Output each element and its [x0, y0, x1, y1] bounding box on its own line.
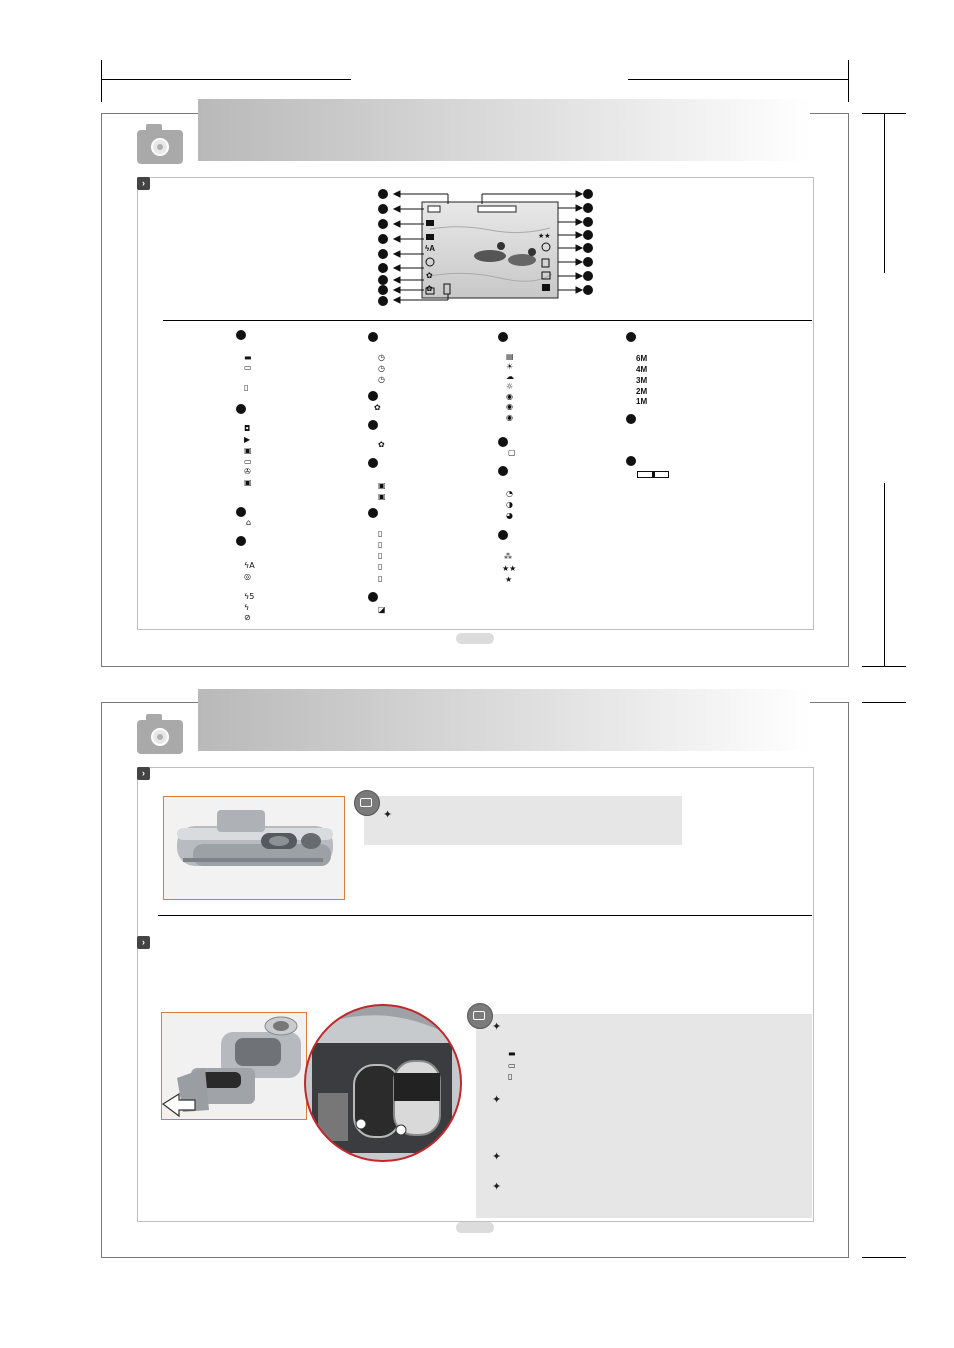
legend-dot — [368, 420, 378, 430]
camera-badge-icon — [137, 720, 183, 754]
sharpness-icon: ◔ — [506, 489, 513, 498]
zoom-indicator — [637, 471, 669, 478]
play-mode-icon: ▶ — [244, 435, 251, 444]
note-camera-icon — [467, 1003, 493, 1029]
meter-center-icon: ▣ — [378, 492, 386, 501]
wb-fluorescent-icon: ◉ — [506, 392, 513, 401]
legend-dot — [236, 404, 246, 414]
pc-mode-icon: ▣ — [244, 478, 252, 487]
setup-mode-icon: ▭ — [244, 457, 252, 466]
note-camera-icon — [354, 790, 380, 816]
bullet-star-icon: ✦ — [492, 1093, 502, 1106]
sharpness-icon: ◕ — [506, 511, 513, 520]
bullet-star-icon: ✦ — [383, 808, 393, 821]
battery-full-icon: ▬ — [244, 353, 252, 362]
timer-icon: ◷ — [378, 353, 385, 362]
side-rule — [884, 113, 885, 273]
section-arrow-icon: › — [137, 936, 150, 949]
callout-dot — [378, 263, 388, 273]
side-rule — [862, 702, 906, 703]
legend-dot — [236, 536, 246, 546]
side-rule — [862, 113, 906, 114]
burst-icon: ▯ — [378, 540, 383, 549]
bullet-star-icon: ✦ — [492, 1150, 502, 1163]
note-box — [476, 1014, 812, 1218]
resolution-6m: 6M — [636, 354, 648, 363]
duck-shape — [474, 250, 506, 262]
battery-magnifier — [302, 1003, 464, 1163]
burst-icon: ▯ — [378, 562, 383, 571]
burst-icon: ▯ — [378, 574, 383, 583]
note-box — [364, 796, 682, 845]
svg-text:★★: ★★ — [538, 232, 551, 240]
quality-normal-icon: ★★ — [502, 564, 517, 573]
callout-dot — [583, 203, 593, 213]
red-eye-icon: ◎ — [244, 572, 251, 581]
crop-mark — [848, 60, 849, 102]
battery-empty-icon: ▯ — [244, 383, 249, 392]
flash-off-icon: ⊘ — [244, 613, 251, 622]
single-shot-icon: ▯ — [378, 529, 383, 538]
page-number-pill — [456, 1222, 494, 1233]
crop-mark — [101, 60, 102, 102]
wb-cloudy-icon: ☁ — [506, 372, 514, 381]
legend-dot — [368, 592, 378, 602]
bullet-star-icon: ✦ — [492, 1180, 502, 1193]
callout-dot — [378, 189, 388, 199]
wb-auto-icon: ▤ — [506, 352, 514, 361]
header-band-top — [198, 99, 810, 161]
scene-icon: ⌂ — [246, 518, 252, 527]
wb-daylight-icon: ☀ — [506, 362, 514, 371]
legend-dot — [498, 466, 508, 476]
macro-icon: ✿ — [378, 440, 385, 449]
timer-icon: ◷ — [378, 364, 385, 373]
crop-mark — [101, 79, 351, 80]
svg-text:✿: ✿ — [426, 284, 433, 293]
camera-badge-icon — [137, 130, 183, 164]
battery-full-icon: ▬ — [508, 1049, 516, 1058]
resolution-4m: 4M — [636, 365, 648, 374]
resolution-3m: 3M — [636, 376, 648, 385]
section-arrow-icon: › — [137, 767, 150, 780]
divider-rule — [163, 320, 812, 321]
legend-dot — [626, 456, 636, 466]
callout-dot — [378, 234, 388, 244]
header-band-bottom — [198, 689, 810, 751]
ev-icon: ◪ — [378, 605, 386, 614]
timer-double-icon: ◷ — [378, 375, 385, 384]
resolution-2m: 2M — [636, 387, 648, 396]
resolution-1m: 1M — [636, 397, 648, 406]
flash-slow-icon: ϟ5 — [244, 592, 255, 601]
camera-top-photo — [163, 796, 345, 900]
battery-empty-icon: ▯ — [508, 1072, 513, 1081]
crop-mark — [628, 79, 848, 80]
lcd-diagram — [370, 184, 602, 310]
callout-dot — [583, 271, 593, 281]
callout-dot — [583, 243, 593, 253]
legend-dot — [236, 507, 246, 517]
legend-dot — [368, 332, 378, 342]
zoom-bar — [478, 206, 516, 212]
duck-shape — [528, 248, 536, 256]
callout-dot — [583, 189, 593, 199]
legend-dot — [368, 508, 378, 518]
movie-mode-icon: ✇ — [244, 467, 251, 476]
callout-dot — [583, 230, 593, 240]
callout-dot — [583, 217, 593, 227]
section-arrow-icon: › — [137, 177, 150, 190]
legend-dot — [626, 414, 636, 424]
wb-tungsten-icon: ☼ — [506, 382, 514, 391]
callout-dot — [378, 285, 388, 295]
svg-text:ϟA: ϟA — [425, 244, 436, 253]
legend-dot — [498, 437, 508, 447]
quality-basic-icon: ★ — [505, 575, 513, 584]
callout-dot — [378, 219, 388, 229]
color-icon: ◉ — [506, 413, 513, 422]
callout-dot — [378, 249, 388, 259]
quality-fine-icon: ⁂ — [504, 552, 512, 561]
divider-rule — [158, 915, 812, 916]
legend-dot — [498, 530, 508, 540]
svg-text:✿: ✿ — [426, 271, 433, 280]
battery-photo — [161, 1012, 307, 1120]
side-rule — [862, 1257, 906, 1258]
callout-dot — [378, 275, 388, 285]
legend-dot — [626, 332, 636, 342]
bullet-star-icon: ✦ — [492, 1020, 502, 1033]
legend-dot — [236, 330, 246, 340]
sharpness-icon: ◑ — [506, 500, 513, 509]
side-rule — [862, 666, 906, 667]
video-mode-icon: ▣ — [244, 446, 252, 455]
callout-dot — [583, 257, 593, 267]
macro-icon: ✿ — [374, 403, 381, 412]
battery-half-icon: ▭ — [244, 363, 252, 372]
page-number-pill — [456, 633, 494, 644]
color-icon: ◉ — [506, 402, 513, 411]
memory-card-icon: ▢ — [508, 448, 516, 457]
legend-dot — [368, 458, 378, 468]
legend-dot — [498, 332, 508, 342]
callout-dot — [378, 204, 388, 214]
duck-shape — [497, 242, 505, 250]
flash-auto-icon: ϟA — [244, 561, 255, 570]
flash-on-icon: ϟ — [244, 603, 250, 612]
callout-dot — [378, 296, 388, 306]
legend-dot — [368, 391, 378, 401]
side-rule — [884, 483, 885, 667]
camera-mode-icon: ◘ — [244, 424, 251, 433]
burst-icon: ▯ — [378, 551, 383, 560]
callout-dot — [583, 285, 593, 295]
meter-spot-icon: ▣ — [378, 481, 386, 490]
battery-half-icon: ▭ — [508, 1061, 516, 1070]
